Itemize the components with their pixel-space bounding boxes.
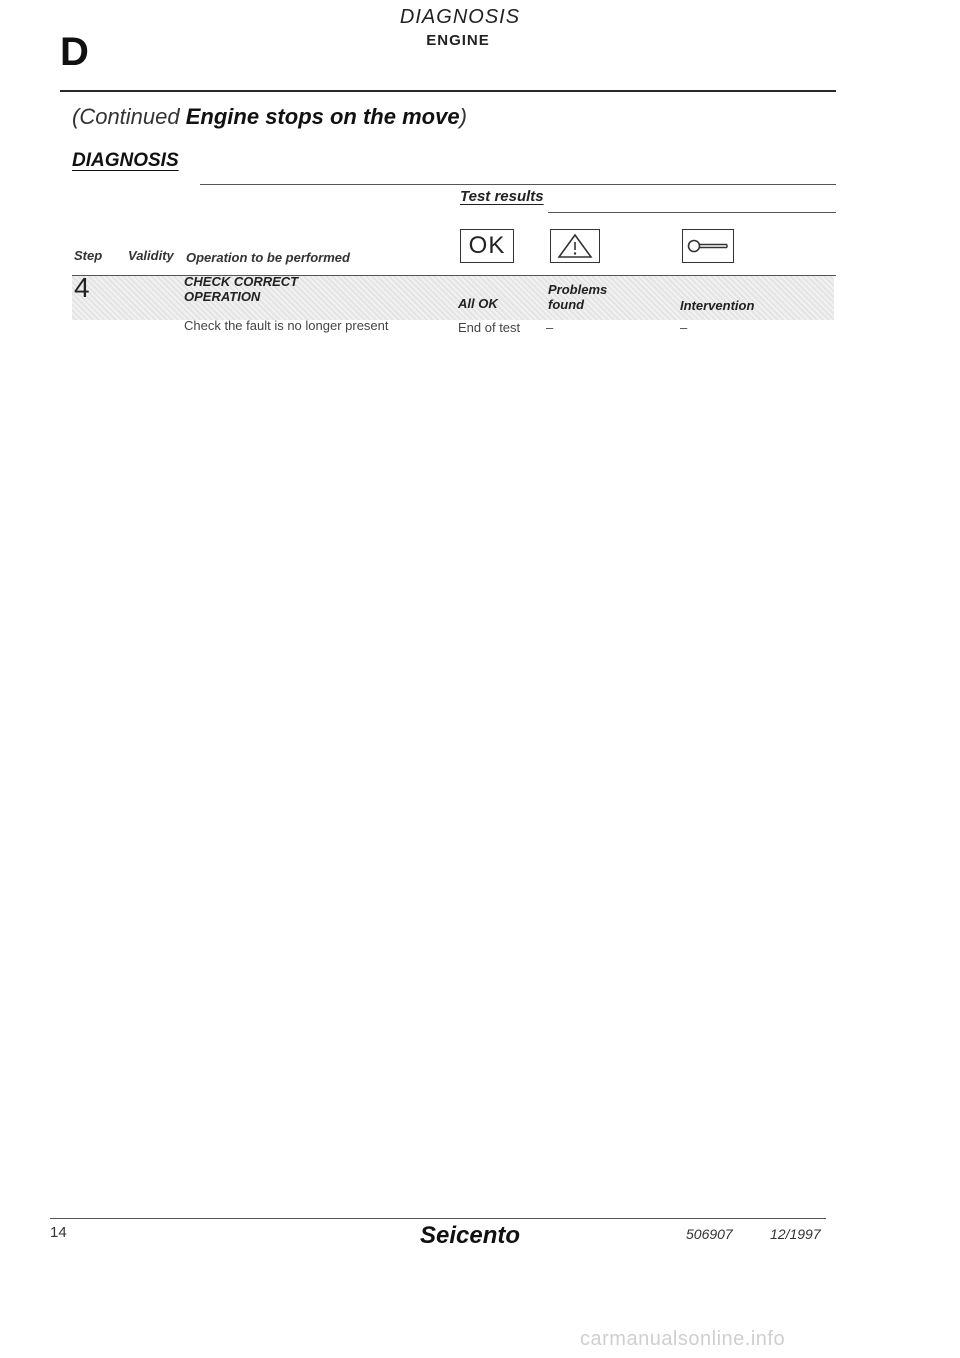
watermark: carmanualsonline.info [580,1328,786,1350]
section-rule [200,184,836,185]
continued-suffix: ) [459,104,467,129]
col-validity-header: Validity [128,248,174,263]
document-code: 506907 [686,1226,733,1242]
continued-title [72,104,467,130]
section-heading: DIAGNOSIS [72,150,179,171]
problems-value: – [546,320,554,335]
wrench-icon [682,229,734,263]
operation-title-line2: OPERATION [184,289,261,304]
footer-rule [50,1218,826,1219]
section-letter: D [60,30,89,74]
operation-description: Check the fault is no longer present [184,318,389,333]
header-rule [60,90,836,92]
header-title: DIAGNOSIS [399,6,521,28]
document-date: 12/1997 [770,1226,821,1242]
page-number: 14 [50,1224,67,1241]
col-step-header: Step [74,248,103,263]
continued-topic: Engine stops on the move [185,104,460,129]
step-number: 4 [74,272,90,303]
ok-box-icon [460,229,514,263]
intervention-label: Intervention [680,298,755,313]
header-subtitle: ENGINE [426,32,490,49]
problems-found-label [548,282,607,312]
ok-label: OK [468,232,506,259]
operation-title-line1: CHECK CORRECT [184,274,299,289]
continued-prefix: (Continued [72,104,186,129]
warning-triangle-icon [550,229,600,263]
brand-logo: Seicento [419,1222,521,1246]
problems-label-line1: Problems [548,282,608,297]
intervention-value: – [680,320,688,335]
test-results-rule [548,212,836,213]
all-ok-value: End of test [458,320,521,335]
operation-title [184,274,344,304]
all-ok-label: All OK [458,296,498,311]
test-results-label: Test results [460,188,544,205]
problems-label-line2: found [548,297,585,312]
col-operation-header: Operation to be performed [186,250,350,265]
